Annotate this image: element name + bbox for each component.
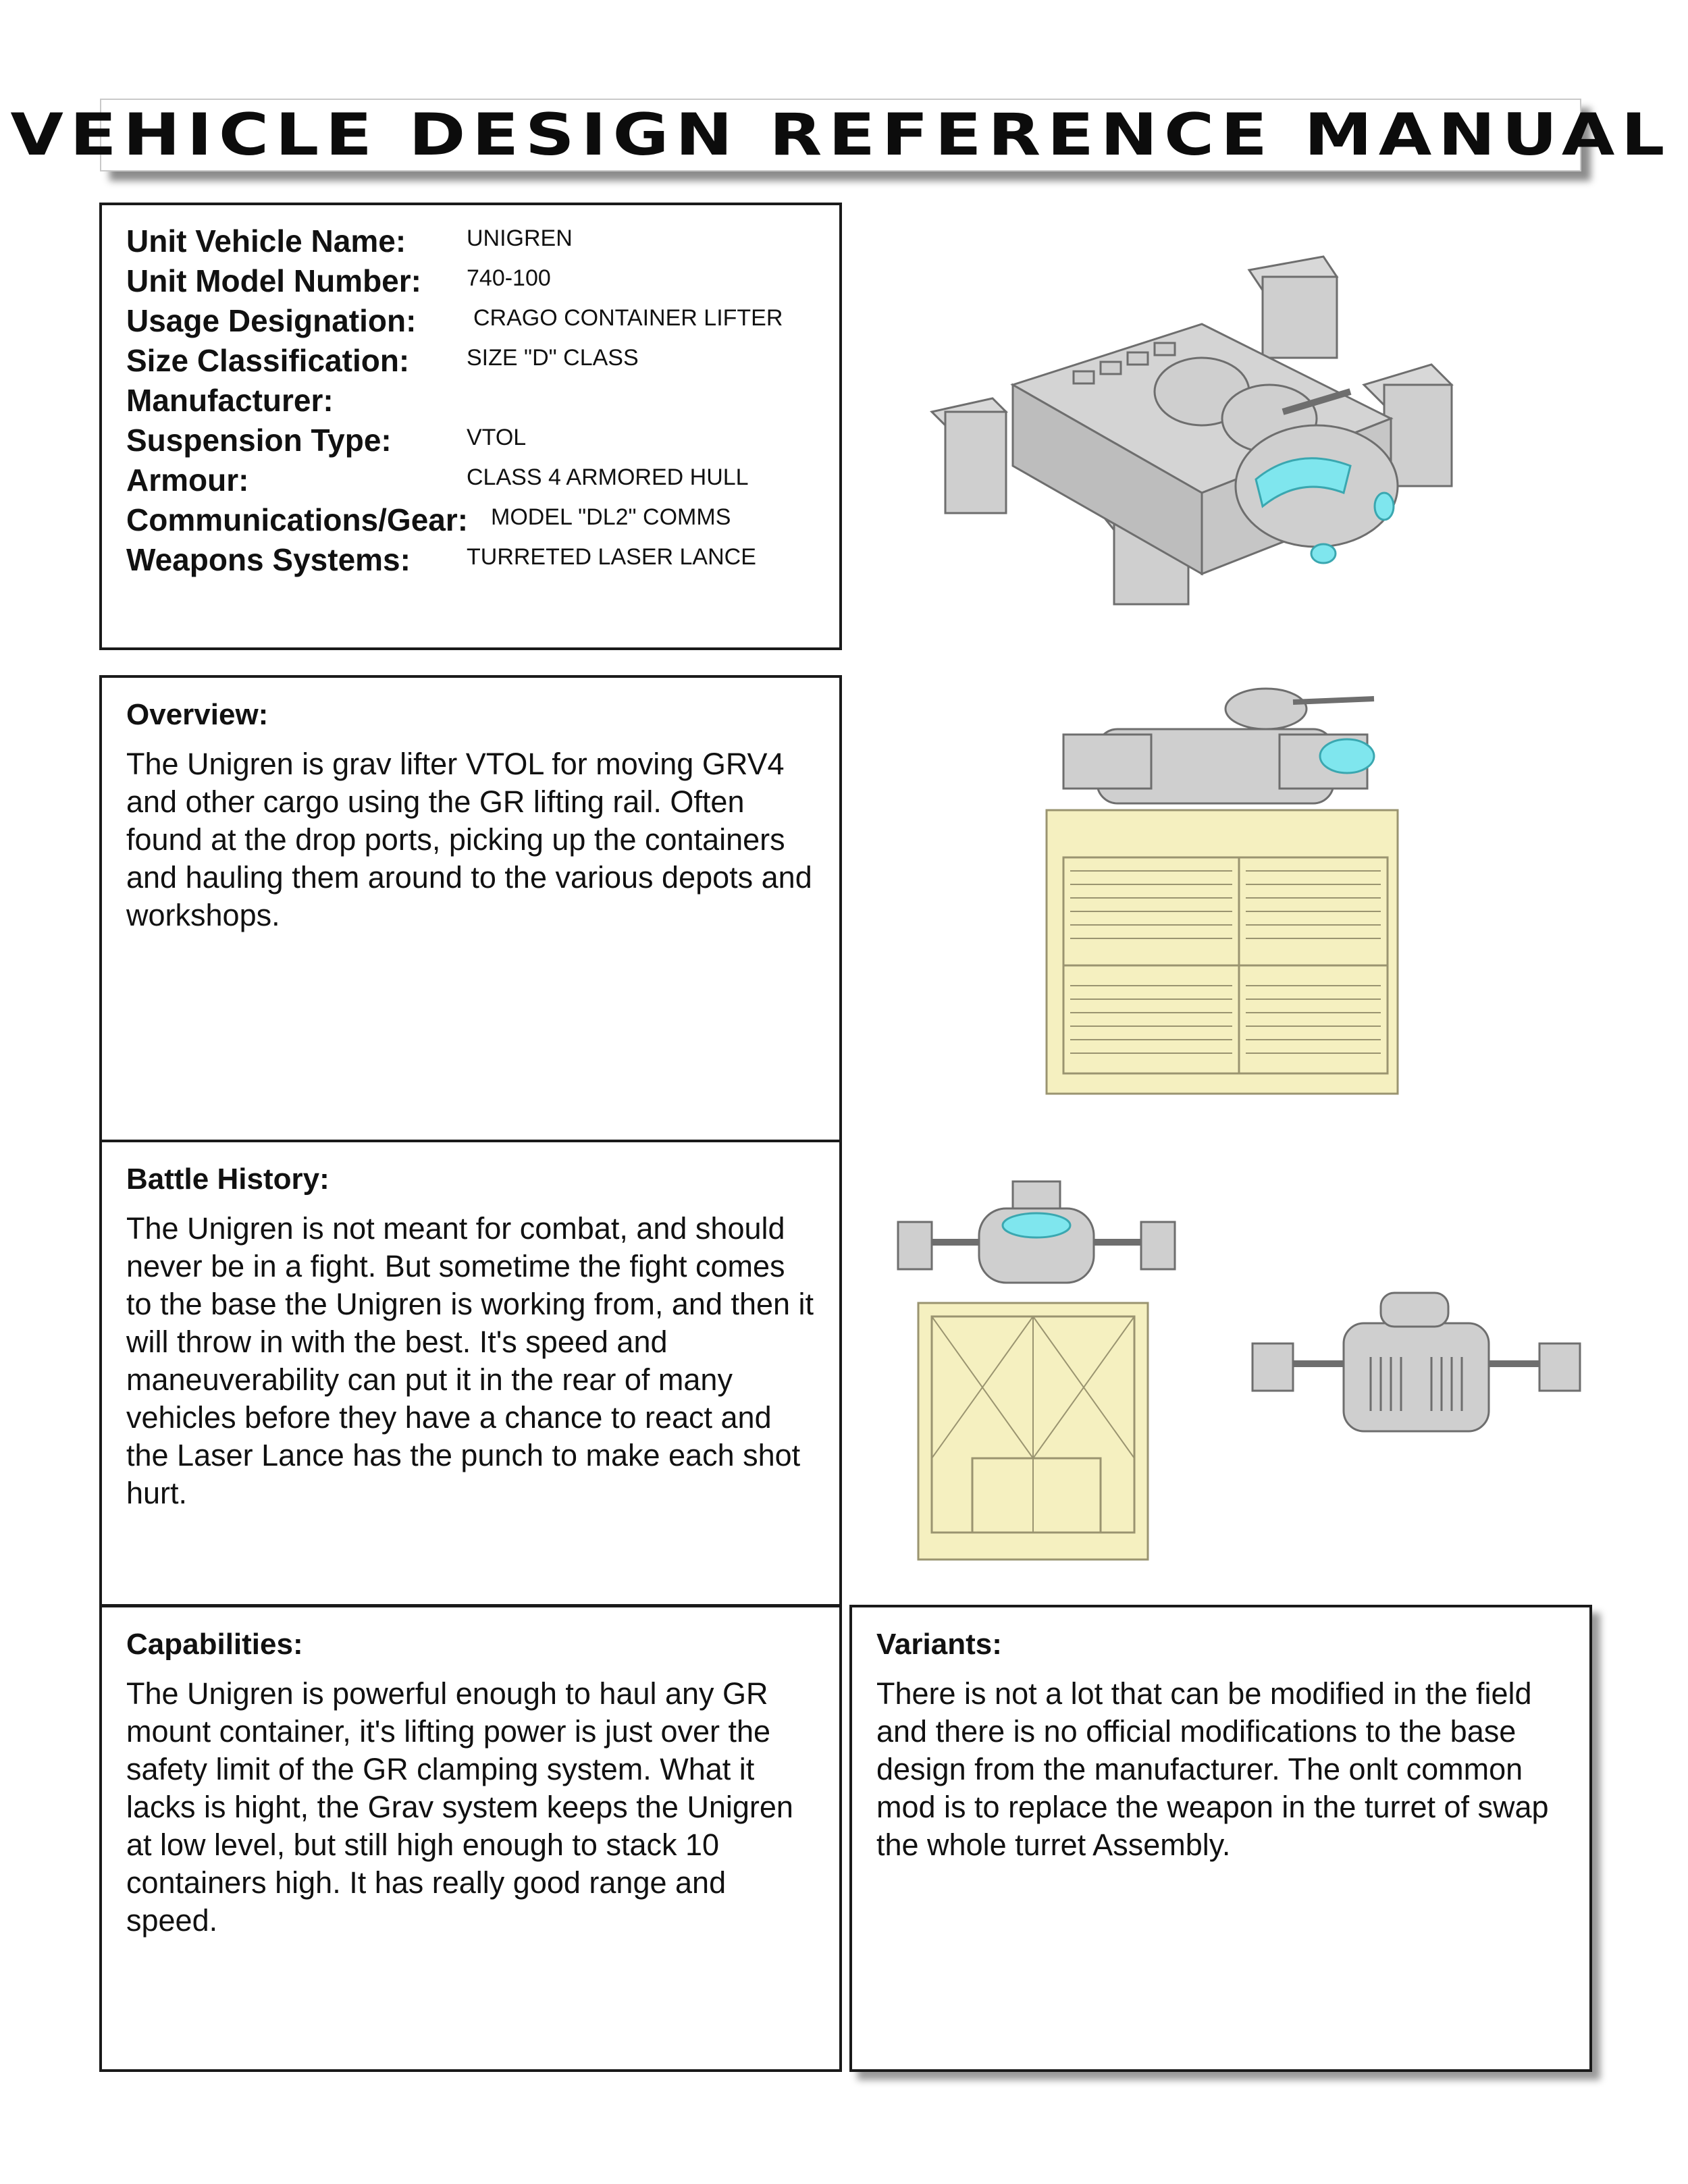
spec-row (126, 382, 334, 420)
title-banner (10, 99, 1671, 171)
spec-value: UNIGREN (467, 225, 573, 251)
spec-row (126, 462, 248, 500)
battle-history-text: The Unigren is not meant for combat, and should never be in a fight. But sometime the fight comes to the base the Unigren is working from, and then it will throw in with the best. It's speed and maneuverability can put it in the rear of many vehicles before they have a chance to react and the Laser Lance has the punch to make each shot hurt. (126, 1211, 814, 1510)
vehicle-front-view (891, 1168, 1182, 1587)
spec-label: Unit Model Number: (126, 263, 421, 298)
spec-row (126, 223, 406, 261)
battle-history-heading: Battle History: (126, 1163, 329, 1196)
spec-row (126, 263, 421, 300)
spec-value: TURRETED LASER LANCE (467, 544, 756, 570)
spec-row (126, 422, 392, 460)
spec-label: Manufacturer: (126, 383, 334, 418)
spec-label: Suspension Type: (126, 423, 392, 458)
spec-value: CLASS 4 ARMORED HULL (467, 464, 749, 490)
spec-row (126, 502, 468, 539)
spec-box (99, 203, 842, 650)
spec-row (126, 541, 411, 579)
spec-value: SIZE "D" CLASS (467, 345, 639, 371)
spec-label: Weapons Systems: (126, 542, 411, 577)
variants-heading: Variants: (876, 1628, 1002, 1661)
capabilities-heading: Capabilities: (126, 1628, 303, 1661)
spec-value: VTOL (467, 425, 527, 450)
vehicle-rear-view (1249, 1283, 1587, 1458)
page-title: VEHICLE DESIGN REFERENCE MANUAL (10, 101, 1671, 169)
battle-history-section (99, 1140, 842, 1607)
variants-text: There is not a lot that can be modified in the field and there is no official modifications to the base design from the manufacturer. The onlt common mod is to replace the weapon in the turret of swap the whole turret Assembly. (876, 1676, 1549, 1862)
spec-row (126, 302, 416, 340)
spec-value: MODEL "DL2" COMMS (491, 504, 731, 530)
spec-label: Size Classification: (126, 343, 410, 378)
vehicle-side-view (1023, 675, 1428, 1121)
spec-label: Armour: (126, 462, 249, 498)
overview-text: The Unigren is grav lifter VTOL for moving GRV4 and other cargo using the GR lifting rail. Often found at the drop ports, picking up the containers and hauling them around to the various depots and workshops. (126, 747, 812, 932)
capabilities-text: The Unigren is powerful enough to haul any GR mount container, it's lifting power is just over the safety limit of the GR clamping system. What it lacks is hight, the Grav system keeps the Unigren at low level, but still high enough to stack 10 containers high. It has really good range and speed. (126, 1676, 793, 1938)
spec-label: Usage Designation: (126, 303, 417, 338)
spec-value: CRAGO CONTAINER LIFTER (473, 305, 783, 331)
overview-section (99, 675, 842, 1142)
overview-heading: Overview: (126, 698, 269, 731)
spec-label: Communications/Gear: (126, 502, 469, 537)
spec-row (126, 342, 409, 380)
spec-label: Unit Vehicle Name: (126, 223, 406, 259)
variants-section (849, 1605, 1592, 2072)
spec-value: 740-100 (467, 265, 551, 291)
capabilities-section (99, 1605, 842, 2072)
vehicle-isometric-render (918, 250, 1553, 628)
